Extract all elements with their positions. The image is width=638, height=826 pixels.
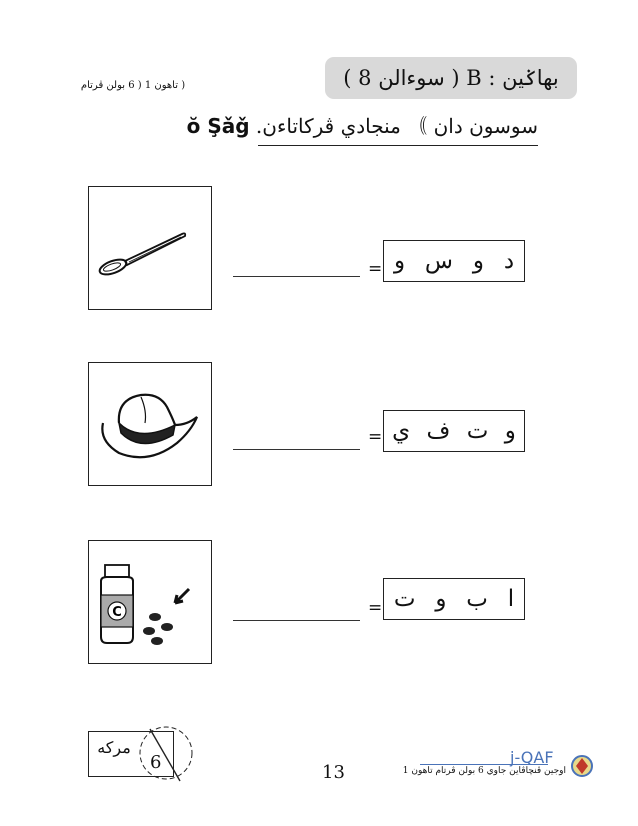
instruction-glyph: ŏ Şǎǧ: [186, 114, 250, 138]
picture-frame-bottle: [88, 540, 212, 664]
bottle-icon: [89, 541, 211, 663]
letter: ت: [466, 418, 489, 444]
equals-sign-3: =: [368, 598, 383, 618]
picture-frame-spoon: [88, 186, 212, 310]
header-left-note: ( تاهون 1 ( 6 بولن ڤرتام: [80, 80, 186, 91]
footer-text: اوجين ڤنچاڤاين جاوي 6 بولن ڤرتام تاهون 1: [402, 766, 566, 776]
marks-circle: [138, 723, 198, 783]
letter: س: [424, 248, 453, 274]
letter: ب: [466, 586, 488, 612]
letter: و: [393, 248, 406, 274]
answer-line-3[interactable]: [233, 619, 360, 621]
emblem-icon: [570, 752, 594, 780]
instruction-text: [186, 109, 538, 146]
equals-sign-2: =: [368, 427, 383, 447]
page-number: 13: [322, 762, 345, 783]
letter: و: [472, 248, 484, 274]
letter-box-3: [383, 578, 525, 620]
letter: ت: [393, 586, 416, 612]
jqaf-logo-text: j-QAF: [510, 748, 554, 767]
letter: ي: [392, 418, 411, 444]
letter: و: [504, 418, 516, 444]
marks-label: مركه: [97, 738, 131, 757]
letter: د: [503, 248, 515, 274]
answer-line-1[interactable]: [233, 275, 360, 277]
footer-divider: [420, 764, 548, 765]
letter-box-1: [383, 240, 525, 282]
marks-total: 6: [150, 752, 162, 773]
bottle-label: C: [112, 605, 122, 620]
hat-icon: [89, 363, 211, 485]
instruction-text-main: سوسون دان ｠ منجادي ڤركاتاءن.: [255, 114, 538, 138]
letter: ف: [426, 418, 451, 444]
section-title: بهاݢين : B ( سوءالن 8 ): [325, 57, 577, 99]
picture-frame-hat: [88, 362, 212, 486]
answer-line-2[interactable]: [233, 448, 360, 450]
letter-box-2: [383, 410, 525, 452]
letter: ا: [507, 586, 515, 612]
equals-sign-1: =: [368, 259, 383, 279]
spoon-icon: [89, 187, 211, 309]
letter: و: [435, 586, 447, 612]
